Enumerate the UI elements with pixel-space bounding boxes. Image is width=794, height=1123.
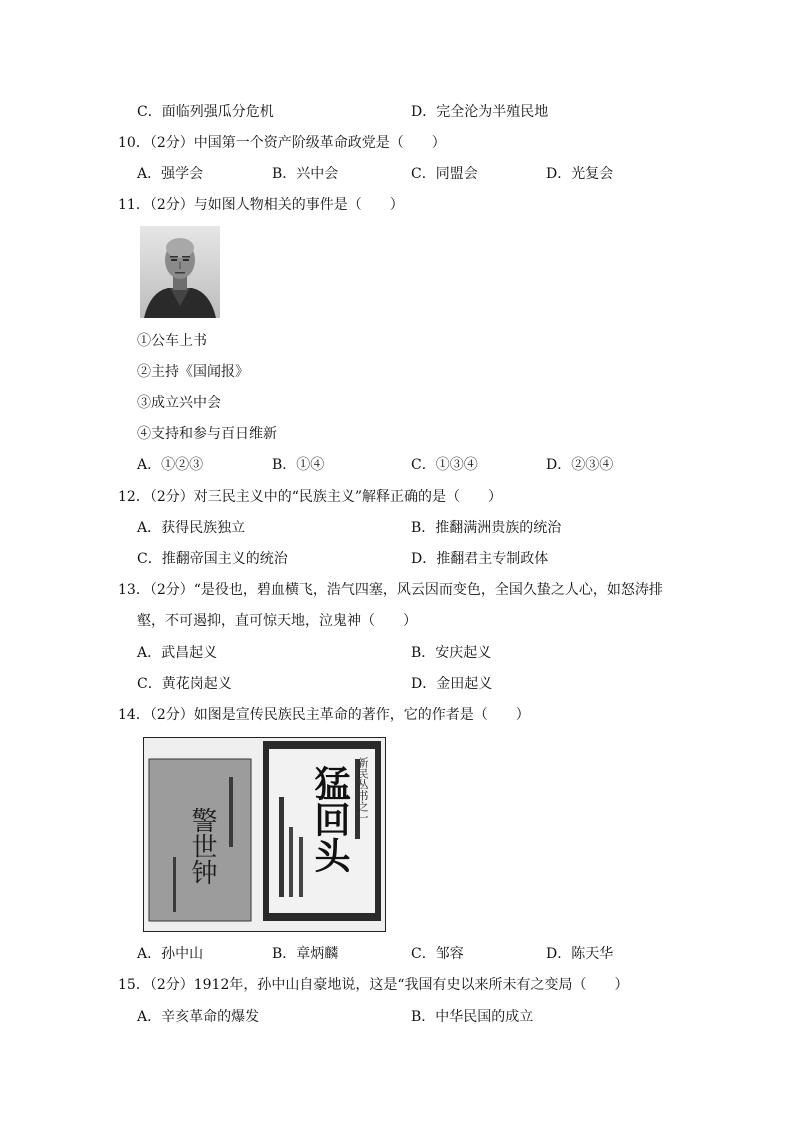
book-right-title: 猛回头 bbox=[309, 765, 351, 873]
q14-option-c: C．邹容 bbox=[411, 946, 464, 962]
q11-item-4: ④支持和参与百日维新 bbox=[137, 426, 277, 442]
q14-option-b: B．章炳麟 bbox=[272, 946, 339, 962]
q15-stem: 15．（2分）1912年，孙中山自豪地说，这是“我国有史以来所未有之变局（ ） bbox=[118, 977, 629, 993]
q12-stem: 12．（2分）对三民主义中的“民族主义”解释正确的是（ ） bbox=[118, 489, 503, 505]
q9-option-c: C．面临列强瓜分危机 bbox=[137, 104, 274, 120]
q13-option-a: A．武昌起义 bbox=[137, 645, 218, 661]
book-left-title: 警世钟 bbox=[187, 807, 217, 885]
q10-option-c: C．同盟会 bbox=[411, 166, 478, 182]
q11-option-d: D．②③④ bbox=[546, 457, 614, 473]
q11-item-1: ①公车上书 bbox=[137, 333, 207, 349]
portrait-image bbox=[140, 226, 220, 318]
book-right-side-text: 新民丛书之一 bbox=[356, 757, 369, 823]
q11-item-3: ③成立兴中会 bbox=[137, 395, 221, 411]
q11-option-c: C．①③④ bbox=[411, 457, 478, 473]
q13-option-b: B．安庆起义 bbox=[411, 645, 492, 661]
q12-option-d: D．推翻君主专制政体 bbox=[411, 551, 549, 567]
q13-option-d: D．金田起义 bbox=[411, 676, 493, 692]
q11-option-b: B．①④ bbox=[272, 457, 325, 473]
q12-option-b: B．推翻满洲贵族的统治 bbox=[411, 520, 562, 536]
q14-option-a: A．孙中山 bbox=[137, 946, 204, 962]
q14-stem: 14．（2分）如图是宣传民族民主革命的著作，它的作者是（ ） bbox=[118, 707, 530, 723]
q13-stem-line-1: 13．（2分）“是役也，碧血横飞，浩气四塞，风云因而变色，全国久蛰之人心，如怒涛排 bbox=[118, 582, 663, 598]
book-covers-photo bbox=[143, 737, 386, 932]
q10-stem: 10．（2分）中国第一个资产阶级革命政党是（ ） bbox=[118, 135, 446, 151]
q13-option-c: C．黄花岗起义 bbox=[137, 676, 232, 692]
q12-option-c: C．推翻帝国主义的统治 bbox=[137, 551, 288, 567]
q13-stem-line-2: 壑，不可遏抑，直可惊天地，泣鬼神（ ） bbox=[137, 613, 417, 629]
q14-option-d: D．陈天华 bbox=[546, 946, 614, 962]
q10-option-a: A．强学会 bbox=[137, 166, 204, 182]
q9-option-d: D．完全沦为半殖民地 bbox=[411, 104, 549, 120]
q12-option-a: A．获得民族独立 bbox=[137, 520, 246, 536]
q11-item-2: ②主持《国闻报》 bbox=[137, 364, 249, 380]
portrait-photo bbox=[140, 226, 220, 318]
q15-option-a: A．辛亥革命的爆发 bbox=[137, 1009, 260, 1025]
q11-option-a: A．①②③ bbox=[137, 457, 204, 473]
q11-stem: 11．（2分）与如图人物相关的事件是（ ） bbox=[118, 197, 404, 213]
q10-option-d: D．光复会 bbox=[546, 166, 614, 182]
q15-option-b: B．中华民国的成立 bbox=[411, 1009, 534, 1025]
q10-option-b: B．兴中会 bbox=[272, 166, 339, 182]
